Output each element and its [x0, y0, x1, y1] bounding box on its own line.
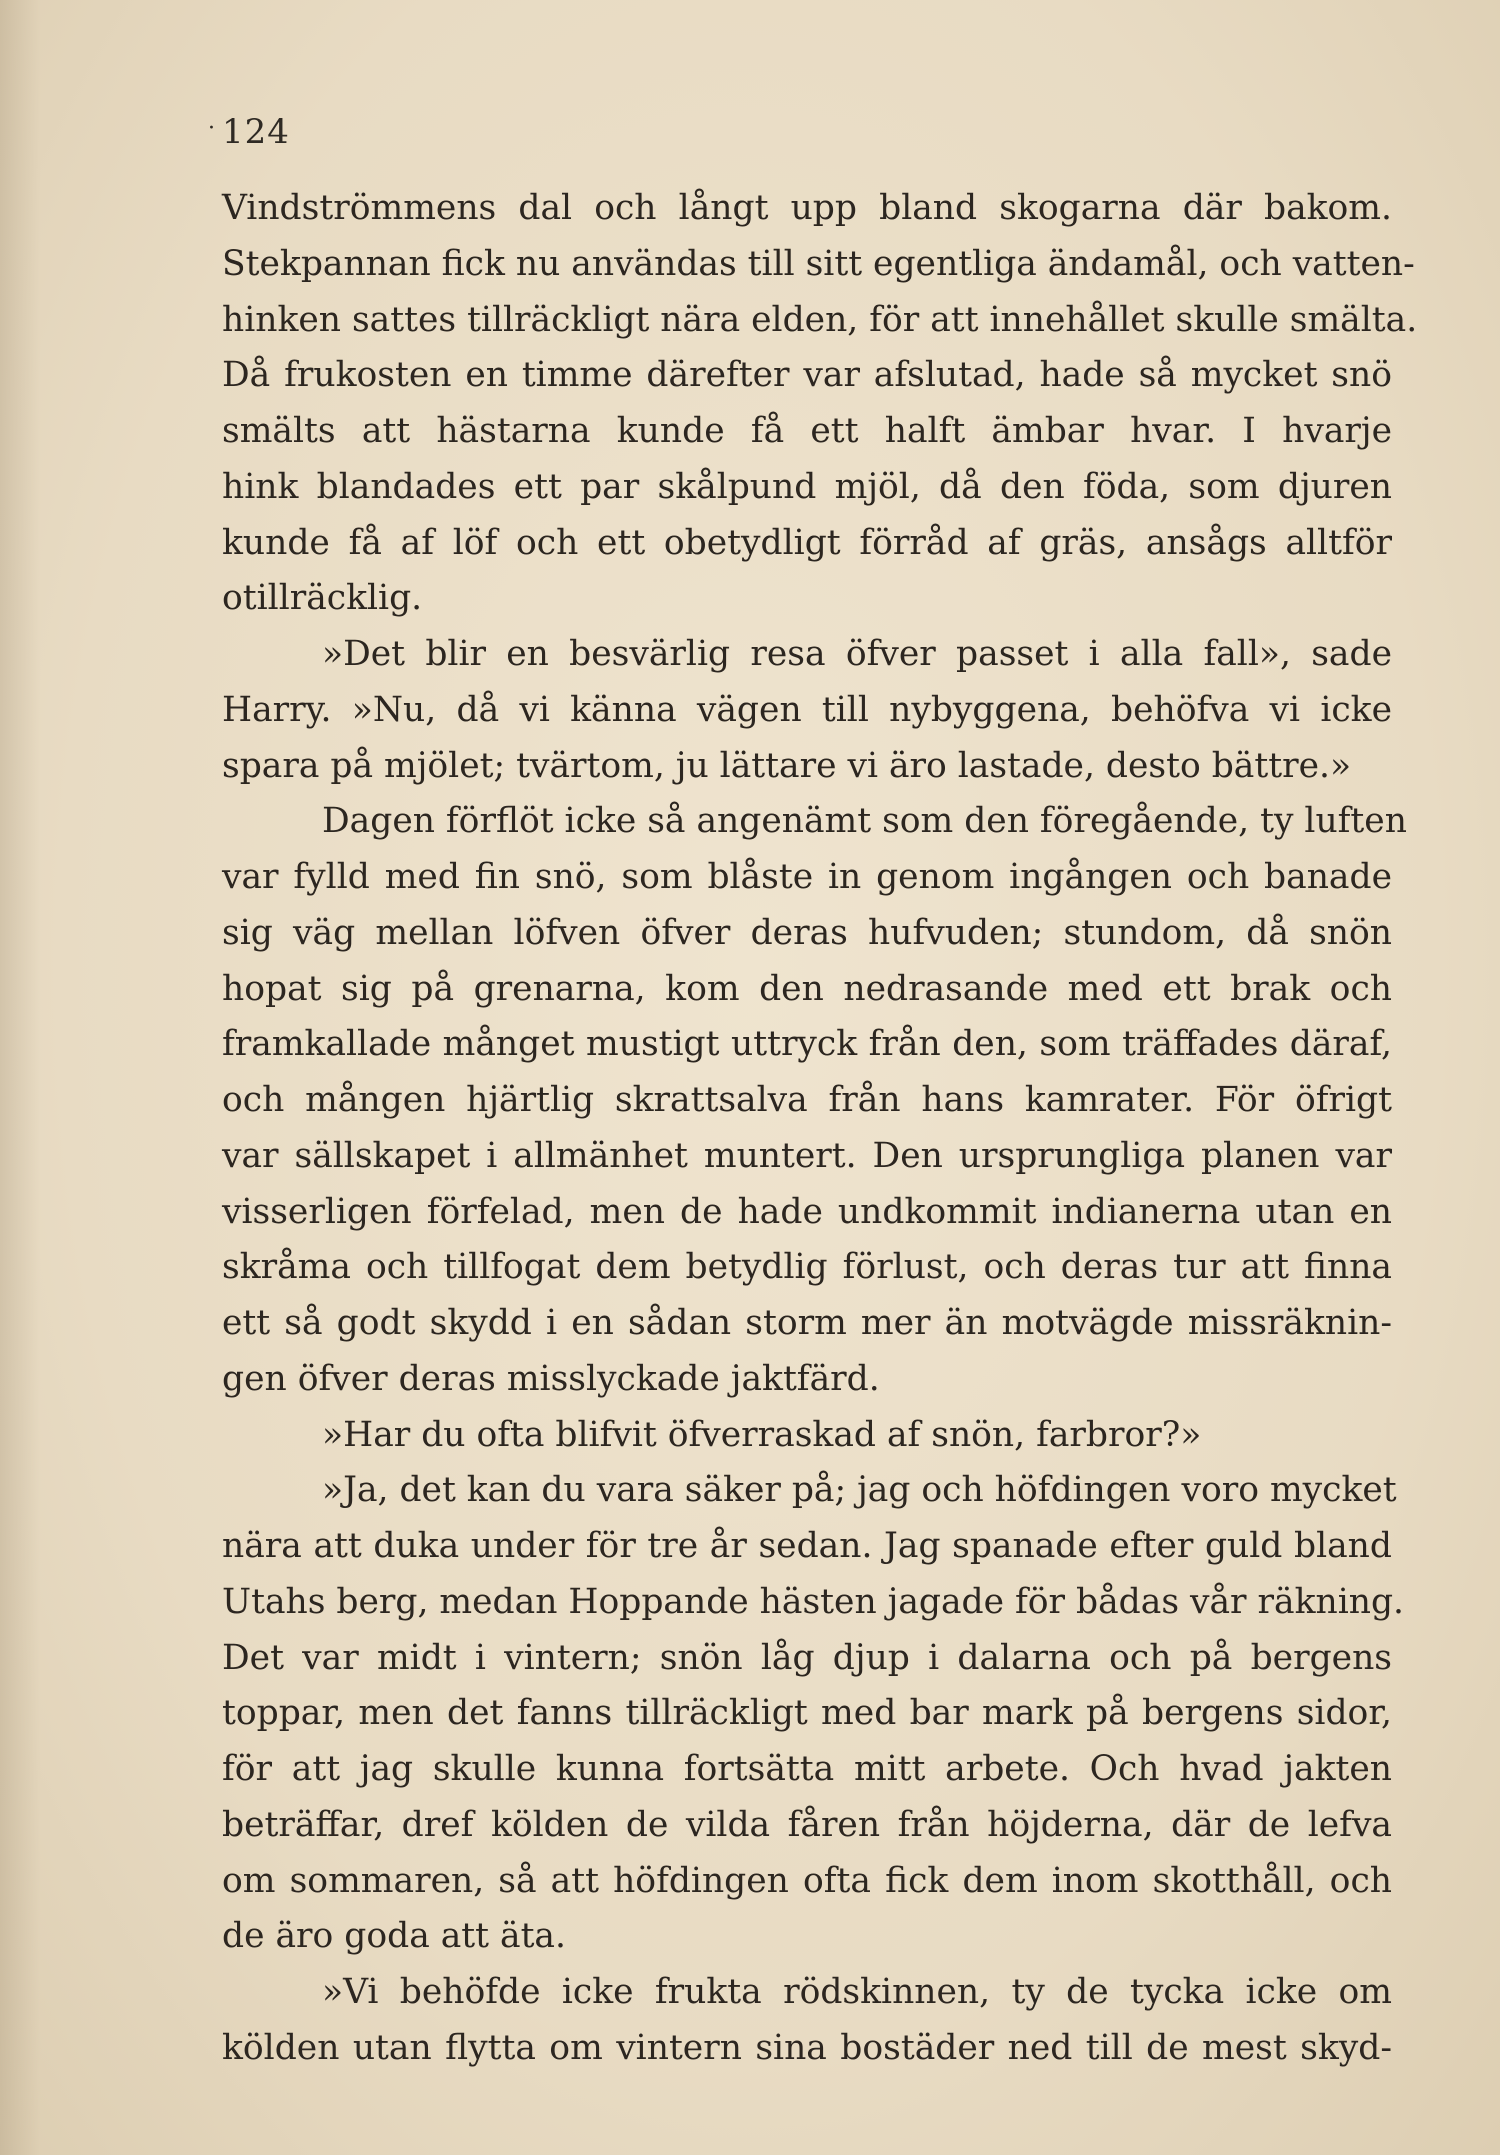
page-number-text: 124 [222, 112, 290, 152]
text-line: smälts att hästarna kunde få ett halft ämbar hvar. I hvarje [222, 411, 1392, 451]
text-line: för att jag skulle kunna fortsätta mitt arbete. Och hvad jakten [222, 1749, 1392, 1789]
text-line: Då frukosten en timme därefter var afslutad, hade så mycket snö [222, 355, 1392, 396]
text-line: visserligen förfelad, men de hade undkommit indianerna utan en [222, 1191, 1392, 1232]
text-line: Det var midt i vintern; snön låg djup i dalarna och på bergens [222, 1637, 1392, 1678]
text-line: hopat sig på grenarna, kom den nedrasande med ett brak och [222, 968, 1392, 1009]
text-line: gen öfver deras misslyckade jaktfärd. [222, 1358, 880, 1399]
page-number-mark: · [208, 116, 216, 141]
text-line: var fylld med fin snö, som blåste in genom ingången och banade [222, 857, 1392, 897]
text-line: Dagen förflöt icke så angenämt som den föregående, ty luften [322, 801, 1407, 842]
text-line: Stekpannan fick nu användas till sitt egentliga ändamål, och vatten- [222, 243, 1415, 284]
text-line: »Ja, det kan du vara säker på; jag och höfdingen voro mycket [322, 1470, 1397, 1511]
text-line: framkallade månget mustigt uttryck från den, som träffades däraf, [222, 1024, 1392, 1065]
text-line: om sommaren, så att höfdingen ofta fick dem inom skotthåll, och [222, 1860, 1392, 1901]
text-line: »Det blir en besvärlig resa öfver passet i alla fall», sade [322, 634, 1392, 674]
text-line: beträffar, dref kölden de vilda fåren från höjderna, där de lefva [222, 1804, 1392, 1845]
text-line: spara på mjölet; tvärtom, ju lättare vi äro lastade, desto bättre.» [222, 745, 1352, 786]
body-text [222, 181, 1418, 2077]
text-line: och mången hjärtlig skrattsalva från hans kamrater. För öfrigt [222, 1080, 1392, 1120]
text-line: Utahs berg, medan Hoppande hästen jagade för bådas vår räkning. [222, 1581, 1404, 1622]
text-line: hink blandades ett par skålpund mjöl, då den föda, som djuren [222, 466, 1392, 507]
page-edge-shadow [0, 0, 40, 2155]
text-line: nära att duka under för tre år sedan. Jag spanade efter guld bland [222, 1526, 1392, 1566]
text-line: »Har du ofta blifvit öfverraskad af snön, farbror?» [322, 1414, 1202, 1455]
text-line: de äro goda att äta. [222, 1916, 566, 1957]
text-line: kölden utan flytta om vintern sina bostäder ned till de mest skyd- [222, 2027, 1392, 2068]
text-line: skråma och tillfogat dem betydlig förlust, och deras tur att finna [222, 1247, 1392, 1288]
text-line: kunde få af löf och ett obetydligt förråd af gräs, ansågs alltför [222, 522, 1392, 563]
text-line: otillräcklig. [222, 578, 423, 619]
text-line: toppar, men det fanns tillräckligt med bar mark på bergens sidor, [222, 1693, 1392, 1734]
text-line: var sällskapet i allmänhet muntert. Den ursprungliga planen var [222, 1135, 1392, 1176]
page-number [208, 112, 290, 152]
text-line: Vindströmmens dal och långt upp bland skogarna där bakom. [222, 188, 1392, 228]
text-line: »Vi behöfde icke frukta rödskinnen, ty de tycka icke om [322, 1972, 1392, 2012]
text-line: Harry. »Nu, då vi känna vägen till nybyggena, behöfva vi icke [222, 689, 1392, 730]
text-line: ett så godt skydd i en sådan storm mer än motvägde missräknin- [222, 1303, 1392, 1343]
text-line: sig väg mellan löfven öfver deras hufvuden; stundom, då snön [222, 912, 1392, 953]
text-line: hinken sattes tillräckligt nära elden, för att innehållet skulle smälta. [222, 299, 1418, 340]
